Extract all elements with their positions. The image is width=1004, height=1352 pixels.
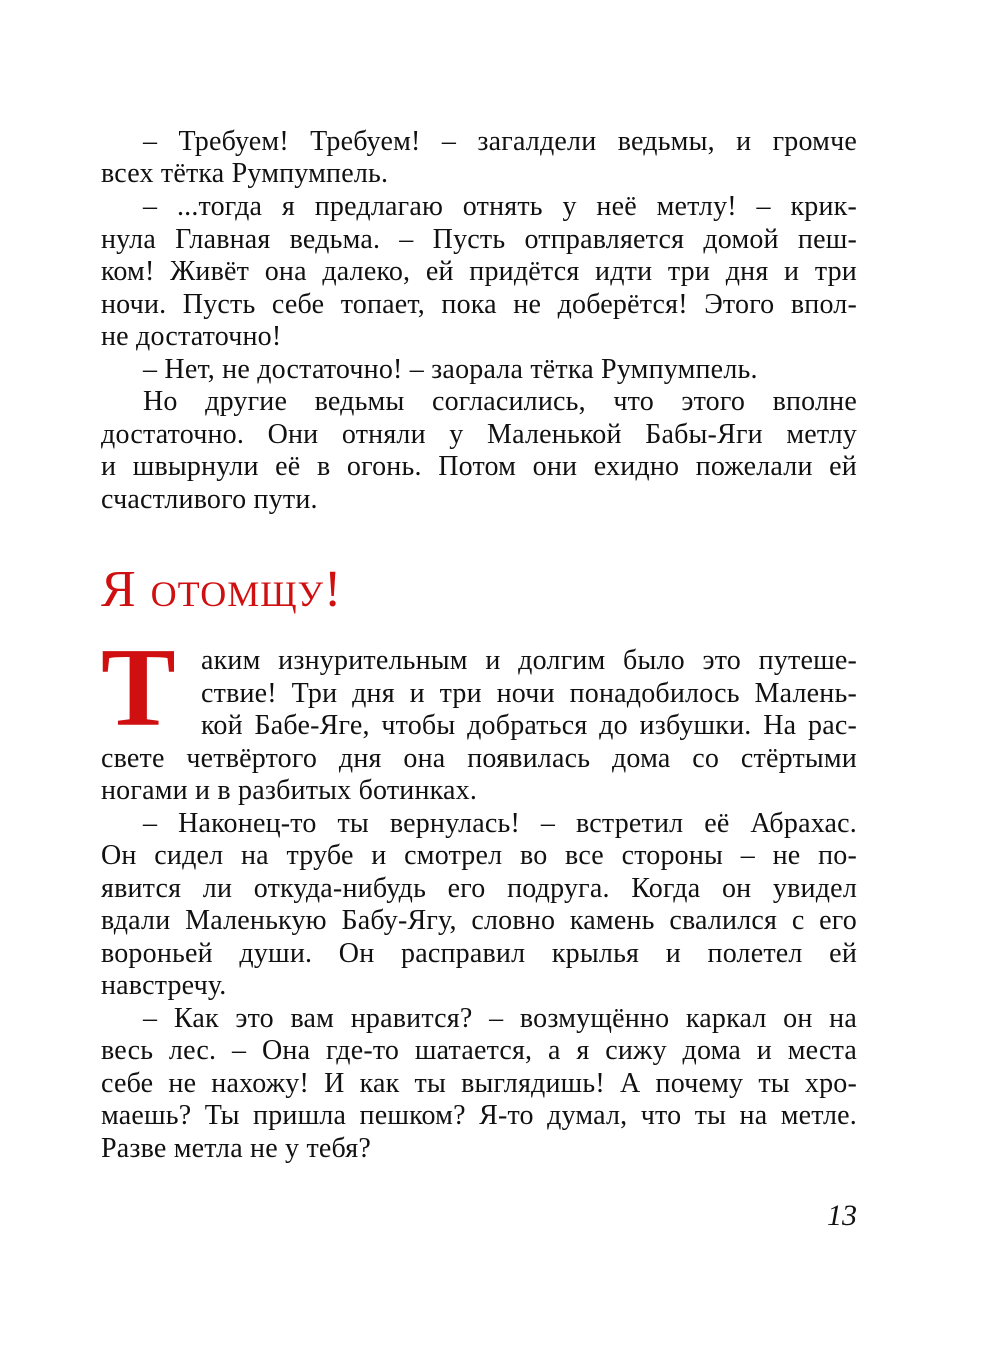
text-line: ком! Живёт она далеко, ей придётся идти три дня и три — [101, 256, 857, 287]
text-line: – Нет, не достаточно! – заорала тётка Румпумпель. — [143, 354, 758, 385]
text-line: – Требуем! Требуем! – загалдели ведьмы, и громче — [143, 126, 857, 157]
text-line: вороньей души. Он расправил крылья и полетел ей — [101, 938, 857, 969]
text-line: явится ли откуда-нибудь его подруга. Когда он увидел — [101, 873, 857, 904]
text-line: ствие! Три дня и три ночи понадобилось Малень- — [201, 678, 857, 709]
text-line: – Наконец-то ты вернулась! – встретил её Абрахас. — [143, 808, 857, 839]
text-line: Разве метла не у тебя? — [101, 1133, 371, 1164]
text-line: – Как это вам нравится? – возмущённо каркал он на — [143, 1003, 857, 1034]
text-line: Но другие ведьмы согласились, что этого вполне — [143, 386, 857, 417]
text-line: ночи. Пусть себе топает, пока не доберётся! Этого впол- — [101, 289, 857, 320]
text-line: всех тётка Румпумпель. — [101, 158, 389, 189]
text-line: Он сидел на трубе и смотрел во все стороны – не по- — [101, 840, 857, 871]
text-line: маешь? Ты пришла пешком? Я-то думал, что ты на метле. — [101, 1100, 857, 1131]
text-line: аким изнурительным и долгим было это путеше- — [201, 645, 857, 676]
text-line: навстречу. — [101, 970, 227, 1001]
text-line: – ...тогда я предлагаю отнять у неё метлу! – крик- — [143, 191, 857, 222]
page-number: 13 — [827, 1199, 857, 1232]
text-line: нула Главная ведьма. – Пусть отправляется домой пеш- — [101, 224, 857, 255]
text-line: не достаточно! — [101, 321, 282, 352]
text-line: ногами и в разбитых ботинках. — [101, 775, 478, 806]
text-line: весь лес. – Она где-то шатается, а я сижу дома и места — [101, 1035, 857, 1066]
text-line: себе не нахожу! И как ты выглядишь! А почему ты хро- — [101, 1068, 857, 1099]
text-line: свете четвёртого дня она появилась дома со стёртыми — [101, 743, 857, 774]
text-line: счастливого пути. — [101, 484, 318, 515]
book-page — [101, 0, 857, 1352]
text-line: достаточно. Они отняли у Маленькой Бабы-Яги метлу — [101, 419, 857, 450]
text-line: и швырнули её в огонь. Потом они ехидно пожелали ей — [101, 451, 857, 482]
text-line: кой Бабе-Яге, чтобы добраться до избушки. На рас- — [201, 710, 857, 741]
chapter-title: Я отомщу! — [101, 561, 343, 618]
drop-cap: Т — [101, 626, 176, 750]
text-line: вдали Маленькую Бабу-Ягу, словно камень свалился с его — [101, 905, 857, 936]
